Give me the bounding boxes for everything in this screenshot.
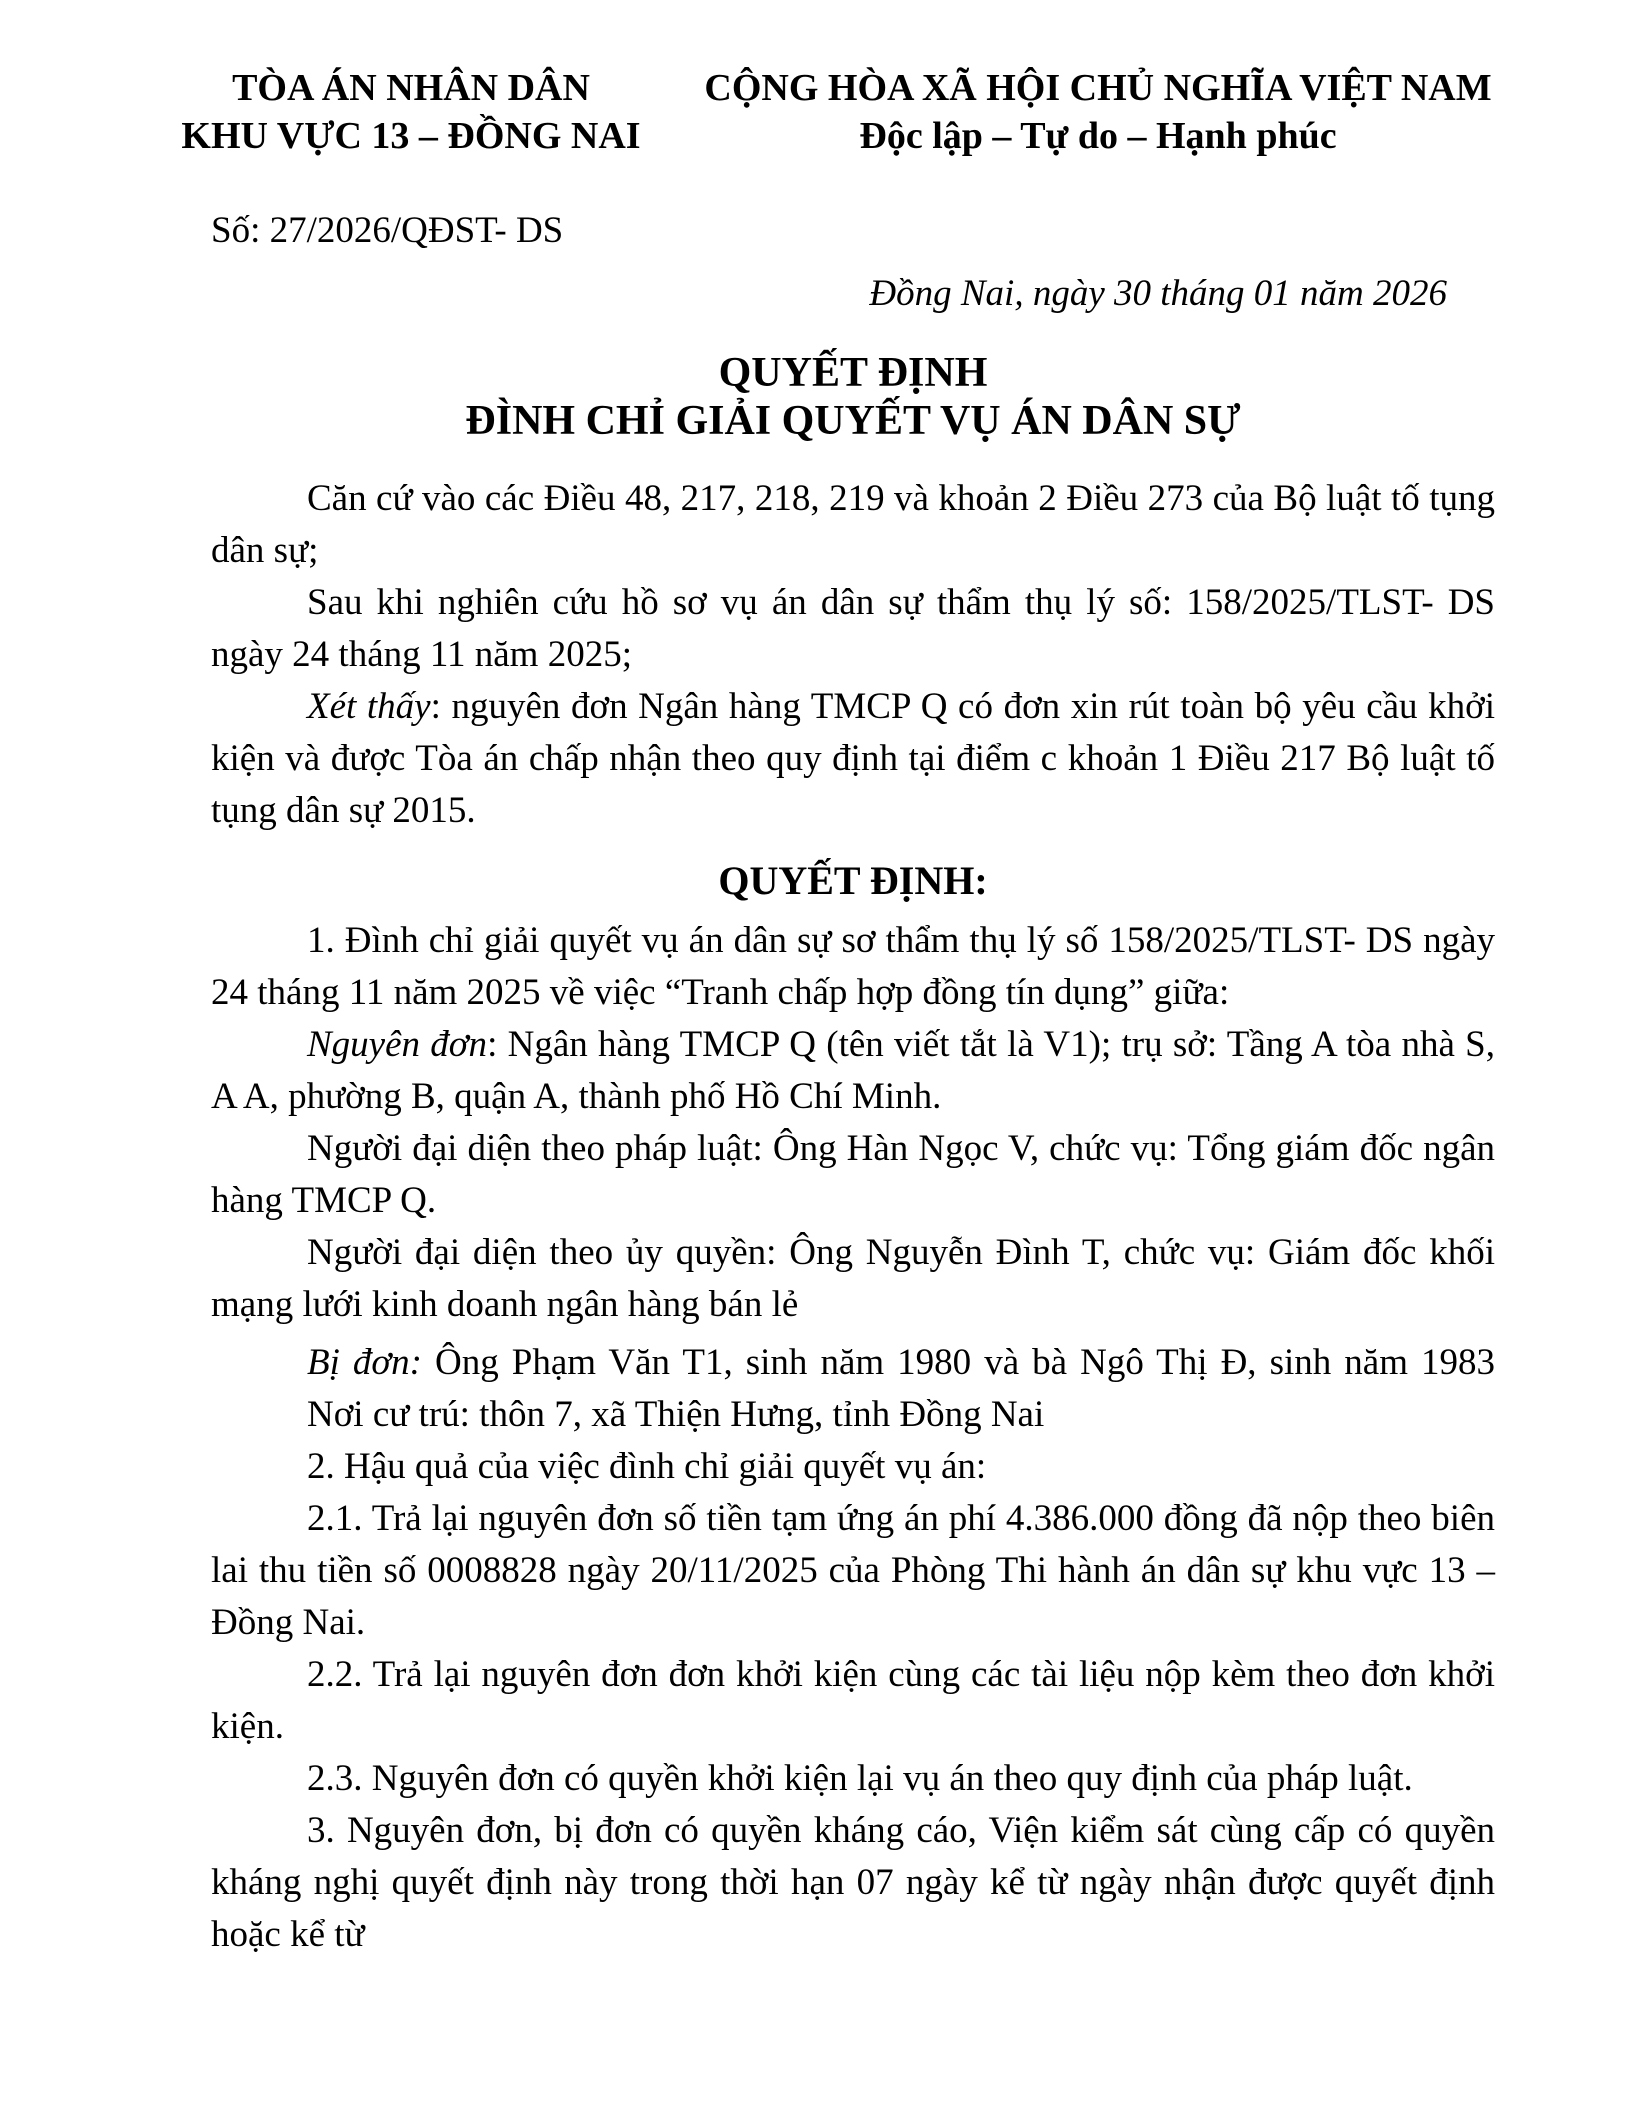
court-name-line2: KHU VỰC 13 – ĐỒNG NAI (181, 115, 641, 157)
body-paragraph: 2.3. Nguyên đơn có quyền khởi kiện lại vụ án theo quy định của pháp luật. (307, 1758, 1413, 1799)
paragraph-lead-italic: Xét thấy (307, 686, 431, 727)
body-paragraph: Xét thấy: nguyên đơn Ngân hàng TMCP Q có đơn xin rút toàn bộ yêu cầu khởi kiện và được Tòa án chấp nhận theo quy định tại điểm c khoản 1 Điều 217 Bộ luật tố tụng dân sự 2015. (211, 686, 1495, 831)
body-paragraph: 2.2. Trả lại nguyên đơn đơn khởi kiện cùng các tài liệu nộp kèm theo đơn khởi kiện. (211, 1654, 1495, 1747)
document-header (0, 64, 1632, 160)
document-number: Số: 27/2026/QĐST- DS (211, 210, 564, 251)
national-motto-block (692, 64, 1504, 160)
paragraph-lead-italic: Bị đơn: (307, 1342, 422, 1383)
court-name-line1: TÒA ÁN NHÂN DÂN (232, 67, 590, 109)
paragraph-lead-italic: Nguyên đơn (307, 1024, 488, 1065)
body-paragraph: 2.1. Trả lại nguyên đơn số tiền tạm ứng án phí 4.386.000 đồng đã nộp theo biên lai thu tiền số 0008828 ngày 20/11/2025 của Phòng Thi hành án dân sự khu vực 13 – Đồng Nai. (211, 1498, 1495, 1643)
body-paragraph: Người đại diện theo ủy quyền: Ông Nguyễn Đình T, chức vụ: Giám đốc khối mạng lưới kinh doanh ngân hàng bán lẻ (211, 1232, 1495, 1325)
title-line2: ĐÌNH CHỈ GIẢI QUYẾT VỤ ÁN DÂN SỰ (465, 398, 1241, 444)
body-paragraph: Người đại diện theo pháp luật: Ông Hàn Ngọc V, chức vụ: Tổng giám đốc ngân hàng TMCP Q. (211, 1128, 1495, 1221)
place-date-line: Đồng Nai, ngày 30 tháng 01 năm 2026 (869, 273, 1447, 314)
republic-title: CỘNG HÒA XÃ HỘI CHỦ NGHĨA VIỆT NAM (704, 67, 1492, 109)
document-content (0, 206, 1632, 1961)
body-paragraph: Nguyên đơn: Ngân hàng TMCP Q (tên viết tắt là V1); trụ sở: Tầng A tòa nhà S, A A, phường B, quận A, thành phố Hồ Chí Minh. (211, 1024, 1495, 1117)
title-line1: QUYẾT ĐỊNH (718, 350, 988, 396)
body-paragraph: Căn cứ vào các Điều 48, 217, 218, 219 và khoản 2 Điều 273 của Bộ luật tố tụng dân sự; (211, 478, 1495, 571)
document-body (211, 473, 1495, 1961)
body-paragraph: Sau khi nghiên cứu hồ sơ vụ án dân sự thẩm thụ lý số: 158/2025/TLST- DS ngày 24 tháng 11 năm 2025; (211, 582, 1495, 675)
republic-motto: Độc lập – Tự do – Hạnh phúc (859, 115, 1337, 157)
document-title (211, 349, 1495, 445)
body-paragraph: 1. Đình chỉ giải quyết vụ án dân sự sơ thẩm thụ lý số 158/2025/TLST- DS ngày 24 tháng 11 năm 2025 về việc “Tranh chấp hợp đồng tín dụng” giữa: (211, 920, 1495, 1013)
issuing-court-block (175, 64, 647, 160)
body-paragraph: Bị đơn: Ông Phạm Văn T1, sinh năm 1980 và bà Ngô Thị Đ, sinh năm 1983 Nơi cư trú: thôn 7, xã Thiện Hưng, tỉnh Đồng Nai (307, 1342, 1496, 1435)
section-heading: QUYẾT ĐỊNH: (718, 858, 988, 903)
body-paragraph: 3. Nguyên đơn, bị đơn có quyền kháng cáo, Viện kiểm sát cùng cấp có quyền kháng nghị quyết định này trong thời hạn 07 ngày kể từ ngày nhận được quyết định hoặc kể từ (211, 1810, 1495, 1955)
body-paragraph: 2. Hậu quả của việc đình chỉ giải quyết vụ án: (307, 1446, 987, 1487)
